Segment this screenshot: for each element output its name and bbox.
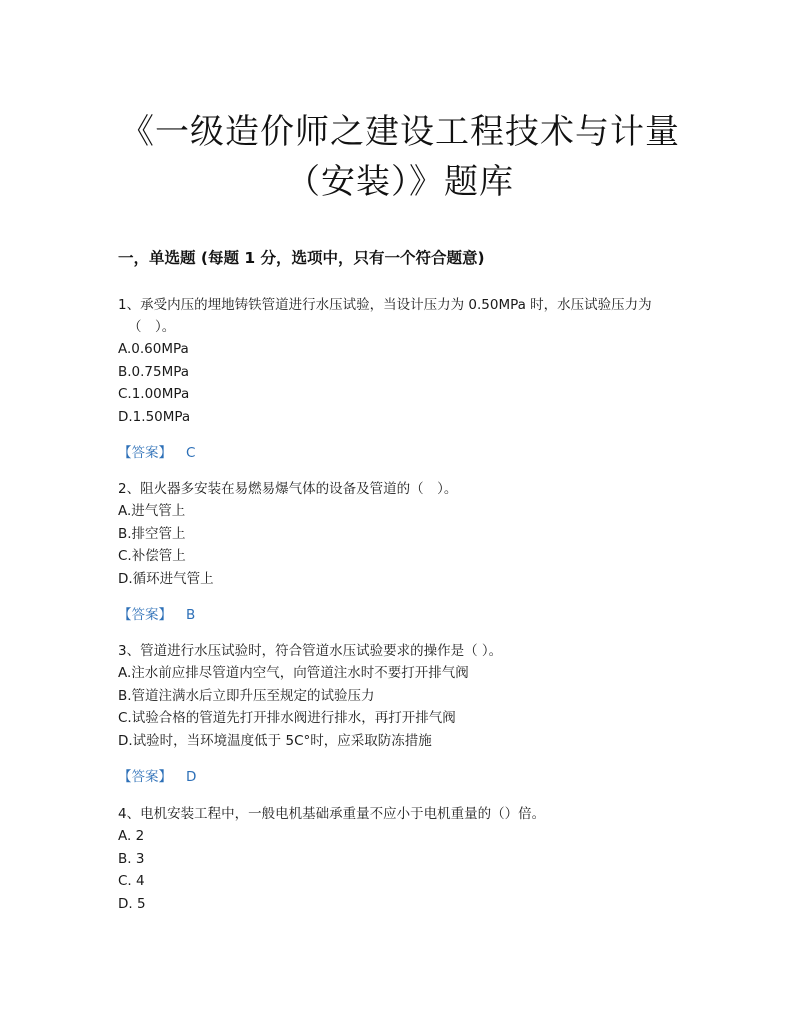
document-title-line2: （安装）》题库 <box>286 162 514 202</box>
question-2 <box>118 478 688 626</box>
section-heading: 一，单选题 (每题 1 分，选项中，只有一个符合题意) <box>118 249 485 267</box>
option-c: C.1.00MPa <box>118 386 190 402</box>
answer-label: 【答案】 <box>118 445 172 461</box>
option-d: D. 5 <box>118 895 146 912</box>
answer-line <box>118 766 688 788</box>
option-a: A.注水前应排尽管道内空气，向管道注水时不要打开排气阀 <box>118 665 469 681</box>
question-stem: 3、管道进行水压试验时，符合管道水压试验要求的操作是（ ）。 <box>118 643 503 659</box>
option-c: C. 4 <box>118 873 145 889</box>
question-stem-continued: （ ）。 <box>128 319 176 335</box>
answer-line <box>118 442 688 464</box>
option-b: B.0.75MPa <box>118 363 190 380</box>
question-stem: 4、电机安装工程中，一般电机基础承重量不应小于电机重量的（）倍。 <box>118 806 546 822</box>
question-4 <box>118 803 688 915</box>
answer-label: 【答案】 <box>118 607 172 623</box>
answer-value: C <box>186 445 196 461</box>
option-c: C.试验合格的管道先打开排水阀进行排水，再打开排气阀 <box>118 710 456 726</box>
option-b: B.排空管上 <box>118 525 186 542</box>
answer-value: D <box>186 769 197 785</box>
option-d: D.循环进气管上 <box>118 570 214 587</box>
option-b: B.管道注满水后立即升压至规定的试验压力 <box>118 687 375 704</box>
option-c: C.补偿管上 <box>118 548 186 564</box>
option-a: A.0.60MPa <box>118 341 189 357</box>
question-stem: 1、承受内压的埋地铸铁管道进行水压试验，当设计压力为 0.50MPa 时，水压试验压力为 <box>118 297 652 313</box>
answer-label: 【答案】 <box>118 769 172 785</box>
document-title-line1: 《一级造价师之建设工程技术与计量 <box>120 112 680 152</box>
option-d: D.1.50MPa <box>118 408 191 425</box>
question-stem: 2、阻火器多安装在易燃易爆气体的设备及管道的（ ）。 <box>118 481 458 497</box>
option-b: B. 3 <box>118 850 145 867</box>
option-a: A. 2 <box>118 828 145 844</box>
option-d: D.试验时，当环境温度低于 5C°时，应采取防冻措施 <box>118 732 432 749</box>
question-1 <box>118 294 688 464</box>
option-a: A.进气管上 <box>118 503 186 519</box>
question-3 <box>118 640 688 788</box>
answer-line <box>118 604 688 626</box>
answer-value: B <box>186 607 196 623</box>
